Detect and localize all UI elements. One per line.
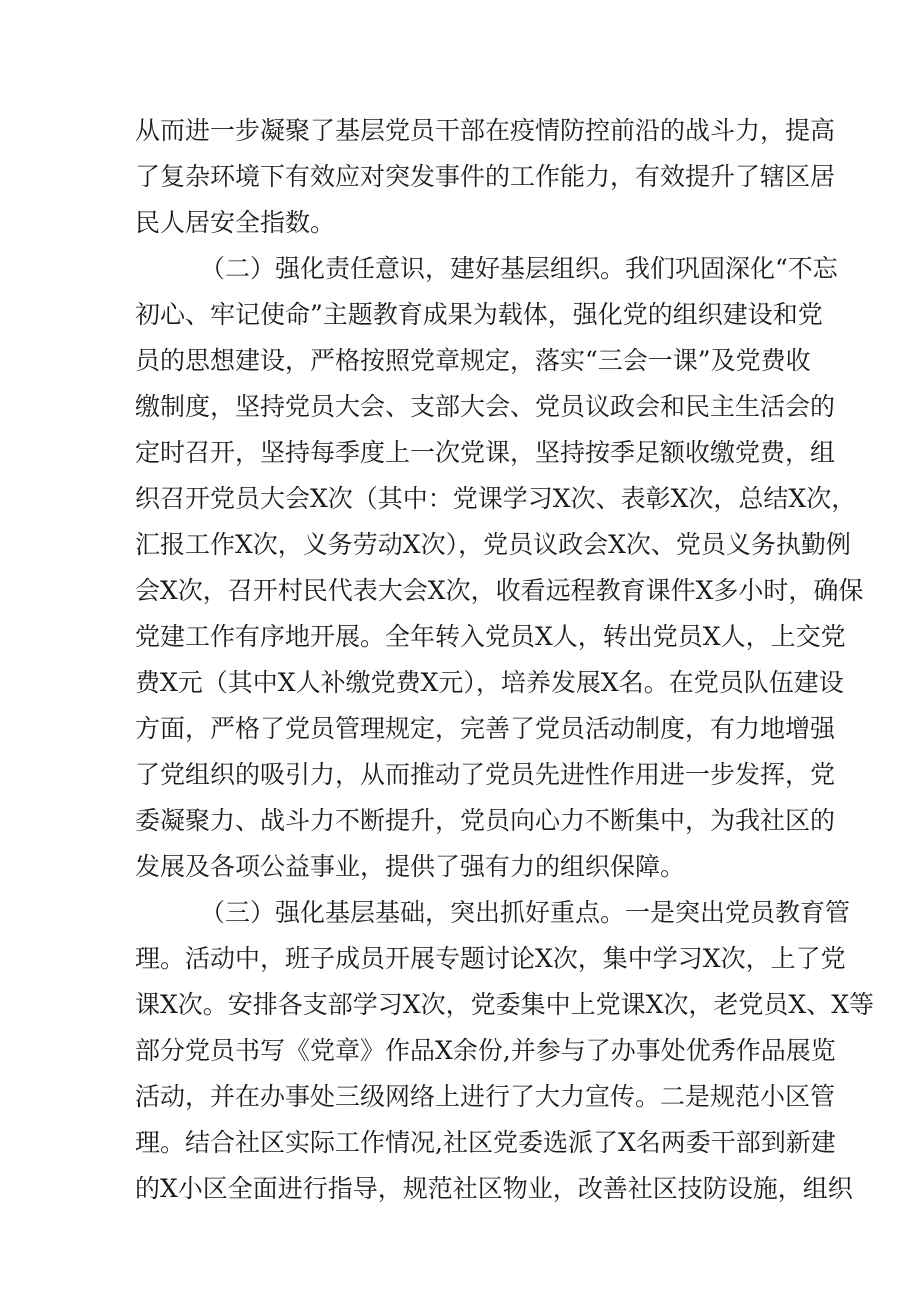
text-line: 的X小区全面进行指导，规范社区物业，改善社区技防设施，组织 xyxy=(135,1174,853,1203)
text-line: 从而进一步凝聚了基层党员干部在疫情防控前沿的战斗力，提高 xyxy=(135,116,836,145)
text-line: 理。活动中，班子成员开展专题讨论X次，集中学习X次，上了党 xyxy=(135,944,846,973)
text-line: （三）强化基层基础，突出抓好重点。一是突出党员教育管 xyxy=(200,898,851,927)
text-line: 初心、牢记使命”主题教育成果为载体，强化党的组织建设和党 xyxy=(135,300,823,329)
text-line: 费X元（其中X人补缴党费X元），培养发展X名。在党员队伍建设 xyxy=(135,668,844,697)
text-line: 民人居安全指数。 xyxy=(135,208,336,237)
text-line: 了党组织的吸引力，从而推动了党员先进性作用进一步发挥，党 xyxy=(135,760,836,789)
text-line: 了复杂环境下有效应对突发事件的工作能力，有效提升了辖区居 xyxy=(135,162,836,191)
text-line: 理。结合社区实际工作情况,社区党委选派了X名两委干部到新建 xyxy=(135,1128,836,1157)
text-line: 发展及各项公益事业，提供了强有力的组织保障。 xyxy=(135,852,686,881)
text-line: 委凝聚力、战斗力不断提升，党员向心力不断集中，为我社区的 xyxy=(135,806,836,835)
text-line: 党建工作有序地开展。全年转入党员X人，转出党员X人，上交党 xyxy=(135,622,846,651)
text-line: 定时召开，坚持每季度上一次党课，坚持按季足额收缴党费，组 xyxy=(135,438,836,467)
text-line: 会X次，召开村民代表大会X次，收看远程教育课件X多小时，确保 xyxy=(135,576,864,605)
text-line: 方面，严格了党员管理规定，完善了党员活动制度，有力地增强 xyxy=(135,714,836,743)
text-line: 织召开党员大会X次（其中：党课学习X次、表彰X次，总结X次， xyxy=(135,484,857,513)
text-line: 部分党员书写《党章》作品X余份,并参与了办事处优秀作品展览 xyxy=(135,1036,836,1065)
text-line: 活动，并在办事处三级网络上进行了大力宣传。二是规范小区管 xyxy=(135,1082,836,1111)
text-line: （二）强化责任意识，建好基层组织。我们巩固深化“不忘 xyxy=(200,254,838,283)
text-line: 员的思想建设，严格按照党章规定，落实“三会一课”及党费收 xyxy=(135,346,811,375)
text-line: 汇报工作X次，义务劳动X次），党员议政会X次、党员义务执勤例 xyxy=(135,530,851,559)
text-line: 课X次。安排各支部学习X次，党委集中上党课X次，老党员X、X等 xyxy=(135,990,874,1019)
text-line: 缴制度，坚持党员大会、支部大会、党员议政会和民主生活会的 xyxy=(135,392,836,421)
